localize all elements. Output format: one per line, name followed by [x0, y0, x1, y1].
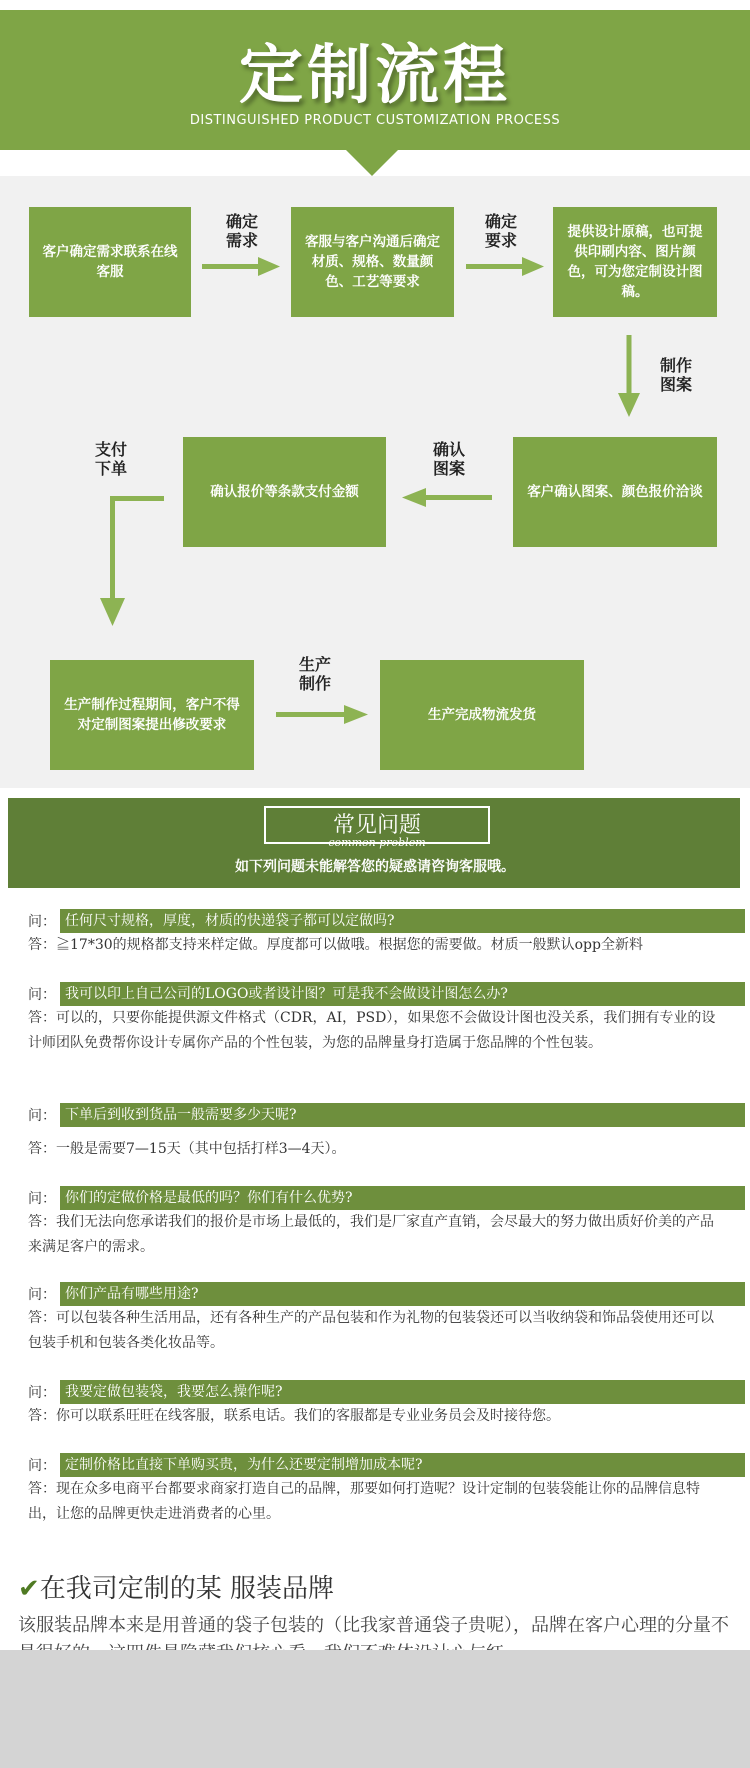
flow-step-quote: 确认报价等条款支付金额 — [183, 437, 386, 547]
flow-step-shipping: 生产完成物流发货 — [380, 660, 584, 770]
faq-answer — [28, 1210, 724, 1260]
question-text: 你们的定做价格是最低的吗？你们有什么优势? — [60, 1186, 745, 1210]
question-prefix: 问： — [28, 1287, 56, 1303]
flow-label-confirm-needs — [212, 212, 272, 250]
brand-heading — [18, 1568, 334, 1605]
answer-text: 现在众多电商平台都要求商家打造自己的品牌，那要如何打造呢？设计定制的包装袋能让你的品牌信息特出，让您的品牌更快走进消费者的心里。 — [28, 1481, 700, 1522]
arrow-right-icon — [464, 255, 546, 279]
arrow-right-icon — [200, 255, 282, 279]
question-prefix: 问： — [28, 1458, 56, 1474]
question-prefix: 问： — [28, 987, 56, 1003]
brand-title: 在我司定制的某 服装品牌 — [39, 1574, 335, 1604]
label-line: 图案 — [432, 459, 465, 478]
question-prefix: 问： — [28, 1191, 56, 1207]
faq-script: common problem — [328, 836, 426, 849]
arrow-down-icon — [617, 333, 641, 419]
answer-text: 我们无法向您承诺我们的报价是市场上最低的，我们是厂家直产直销，会尽最大的努力做出质好价美的产品来满足客户的需求。 — [28, 1214, 714, 1255]
answer-prefix: 答： — [28, 1010, 56, 1026]
question-text: 你们产品有哪些用途? — [60, 1282, 745, 1306]
answer-text: 可以的，只要你能提供源文件格式（CDR，AI，PSD），如果您不会做设计图也没关系，我们拥有专业的设计师团队免费帮你设计专属你产品的个性包装，为您的品牌量身打造属于您品牌的个性包装。 — [28, 1010, 716, 1051]
label-line: 确定 — [225, 212, 258, 231]
arrow-left-icon — [400, 486, 494, 510]
question-prefix: 问： — [28, 914, 56, 930]
faq-answer — [28, 1477, 724, 1527]
answer-prefix: 答： — [28, 1481, 56, 1497]
answer-text: ≧17*30的规格都支持来样定做。厚度都可以做哦。根据您的需要做。材质一般默认opp全新料 — [56, 937, 643, 953]
faq-answer — [28, 1404, 724, 1429]
page-subtitle: DISTINGUISHED PRODUCT CUSTOMIZATION PROCESS — [189, 113, 561, 128]
answer-text: 你可以联系旺旺在线客服，联系电话。我们的客服都是专业业务员会及时接待您。 — [56, 1408, 560, 1424]
question-text: 任何尺寸规格，厚度，材质的快递袋子都可以定做吗? — [60, 909, 745, 933]
flow-step-production: 生产制作过程期间，客户不得对定制图案提出修改要求 — [50, 660, 254, 770]
answer-text: 可以包装各种生活用品，还有各种生产的产品包装和作为礼物的包装袋还可以当收纳袋和饰品袋使用还可以包装手机和包装各类化妆品等。 — [28, 1310, 714, 1351]
faq-answer — [28, 1137, 724, 1162]
flow-step-design: 提供设计原稿，也可提供印刷内容、图片颜色，可为您定制设计图稿。 — [553, 207, 717, 317]
answer-prefix: 答： — [28, 937, 56, 953]
faq-answer — [28, 1006, 724, 1056]
brand-text: 该服装品牌本来是用普通的袋子包装的（比我家普通袋子贵呢），品牌在客户心理的分量不 — [18, 1615, 729, 1636]
answer-prefix: 答： — [28, 1141, 56, 1157]
flow-step-consult: 客服与客户沟通后确定材质、规格、数量颜色、工艺等要求 — [291, 207, 454, 317]
faq-title: 常见问题 — [332, 813, 421, 838]
flow-label-pay — [81, 440, 141, 478]
question-prefix: 问： — [28, 1385, 56, 1401]
flow-label-confirm-pattern — [419, 440, 479, 478]
cut-off-overlay — [0, 1650, 750, 1768]
question-prefix: 问： — [28, 1108, 56, 1124]
flow-label-make-pattern — [646, 356, 706, 394]
answer-prefix: 答： — [28, 1214, 56, 1230]
flow-step-contact: 客户确定需求联系在线客服 — [29, 207, 191, 317]
answer-prefix: 答： — [28, 1408, 56, 1424]
faq-answer — [28, 933, 724, 958]
answer-text: 一般是需要7—15天（其中包括打样3—4天）。 — [56, 1141, 346, 1157]
label-line: 制作 — [298, 674, 331, 693]
answer-prefix: 答： — [28, 1310, 56, 1326]
faq-answer — [28, 1306, 724, 1356]
flow-label-confirm-reqs — [471, 212, 531, 250]
label-line: 确认 — [432, 440, 465, 459]
page-title: 定制流程 — [239, 39, 511, 113]
label-line: 确定 — [484, 212, 517, 231]
faq-subtitle: 如下列问题未能解答您的疑惑请咨询客服哦。 — [235, 859, 515, 875]
check-icon: ✔ — [18, 1574, 40, 1604]
question-text: 我要定做包装袋，我要怎么操作呢? — [60, 1380, 745, 1404]
flow-step-approve: 客户确认图案、颜色报价洽谈 — [513, 437, 717, 547]
label-line: 制作 — [659, 356, 692, 375]
flow-label-production — [285, 655, 345, 693]
label-line: 支付 — [94, 440, 127, 459]
label-line: 要求 — [484, 231, 517, 250]
label-line: 下单 — [94, 459, 127, 478]
question-text: 我可以印上自己公司的LOGO或者设计图？可是我不会做设计图怎么办? — [60, 982, 745, 1006]
question-text: 定制价格比直接下单购买贵，为什么还要定制增加成本呢? — [60, 1453, 745, 1477]
arrow-elbow-down-icon — [100, 494, 166, 632]
banner-notch — [344, 148, 400, 176]
arrow-right-icon — [274, 703, 370, 727]
label-line: 图案 — [659, 375, 692, 394]
label-line: 需求 — [225, 231, 258, 250]
question-text: 下单后到收到货品一般需要多少天呢? — [60, 1103, 745, 1127]
label-line: 生产 — [298, 655, 331, 674]
